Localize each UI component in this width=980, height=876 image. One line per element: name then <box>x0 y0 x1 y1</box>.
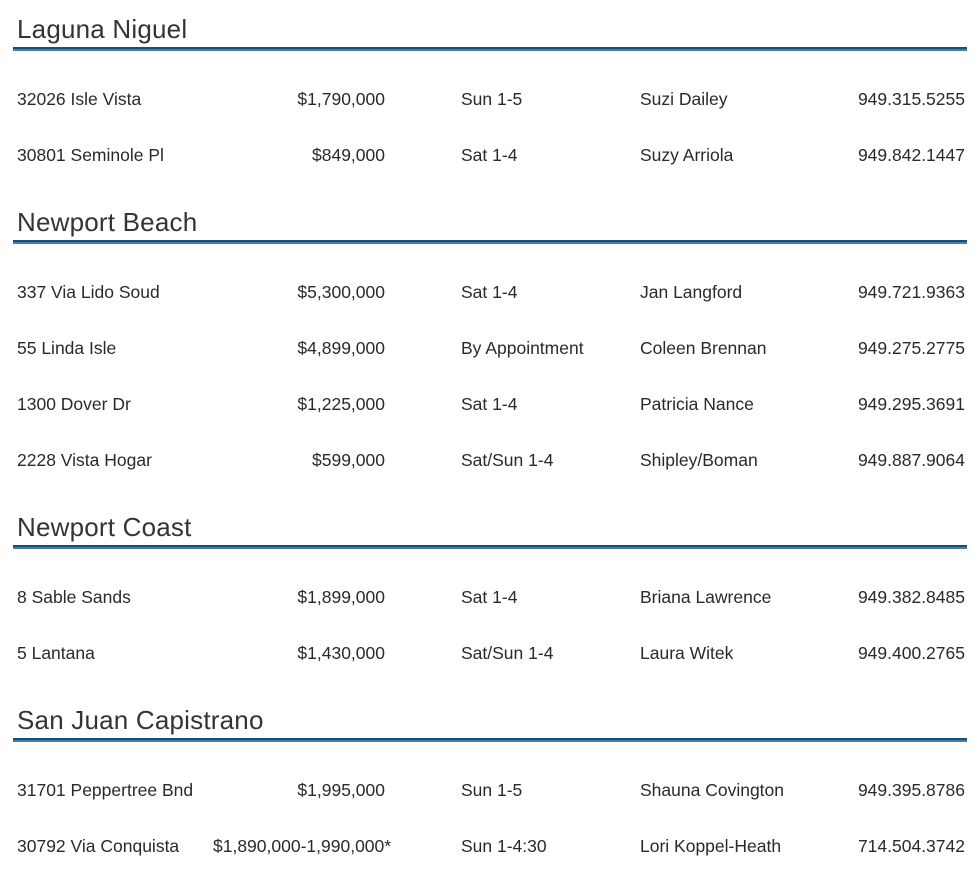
listing-time: Sat 1-4 <box>461 393 518 414</box>
listing-phone: 714.504.3742 <box>857 835 965 856</box>
listing-row <box>17 320 965 376</box>
listing-phone: 949.275.2775 <box>857 337 965 358</box>
listing-time: Sat 1-4 <box>461 281 518 302</box>
listing-phone: 949.721.9363 <box>857 281 965 302</box>
listing-address: 31701 Peppertree Bnd <box>17 779 194 800</box>
listing-rows <box>17 742 965 874</box>
city-section <box>17 14 965 183</box>
listing-price: $599,000 <box>312 449 385 470</box>
listing-price: $1,790,000 <box>297 88 385 109</box>
listing-address: 8 Sable Sands <box>17 586 131 607</box>
listing-price: $1,430,000 <box>297 642 385 663</box>
listing-agent: Laura Witek <box>640 642 734 663</box>
listing-price: $1,899,000 <box>297 586 385 607</box>
listing-price: $849,000 <box>312 144 385 165</box>
city-heading: Newport Coast <box>17 512 192 542</box>
listing-address: 337 Via Lido Soud <box>17 281 160 302</box>
listing-phone: 949.395.8786 <box>857 779 965 800</box>
listing-agent: Patricia Nance <box>640 393 754 414</box>
listing-address: 32026 Isle Vista <box>17 88 142 109</box>
listing-price: $5,300,000 <box>297 281 385 302</box>
listing-time: Sat/Sun 1-4 <box>461 449 554 470</box>
listing-time: Sun 1-4:30 <box>461 835 547 856</box>
city-heading: San Juan Capistrano <box>17 705 264 735</box>
listing-time: By Appointment <box>461 337 584 358</box>
listing-row <box>17 818 965 874</box>
listing-row <box>17 127 965 183</box>
listing-row <box>17 432 965 488</box>
city-heading: Newport Beach <box>17 207 198 237</box>
listing-row <box>17 376 965 432</box>
listing-rows <box>17 549 965 681</box>
listing-address: 2228 Vista Hogar <box>17 449 152 470</box>
listing-time: Sun 1-5 <box>461 779 523 800</box>
listing-price: $1,995,000 <box>297 779 385 800</box>
listing-agent: Lori Koppel-Heath <box>640 835 782 856</box>
listing-agent: Suzi Dailey <box>640 88 728 109</box>
listing-agent: Shauna Covington <box>640 779 784 800</box>
listing-row <box>17 569 965 625</box>
listing-phone: 949.382.8485 <box>857 586 965 607</box>
listing-agent: Briana Lawrence <box>640 586 772 607</box>
listing-agent: Shipley/Boman <box>640 449 758 470</box>
city-section <box>17 705 965 874</box>
listing-agent: Jan Langford <box>640 281 743 302</box>
listing-address: 30801 Seminole Pl <box>17 144 164 165</box>
listing-phone: 949.400.2765 <box>857 642 965 663</box>
listing-agent: Coleen Brennan <box>640 337 767 358</box>
listing-row <box>17 625 965 681</box>
listing-time: Sat/Sun 1-4 <box>461 642 554 663</box>
city-heading: Laguna Niguel <box>17 14 188 44</box>
listing-address: 55 Linda Isle <box>17 337 117 358</box>
city-section <box>17 512 965 681</box>
city-section <box>17 207 965 488</box>
listing-row <box>17 762 965 818</box>
listing-rows <box>17 51 965 183</box>
listing-time: Sun 1-5 <box>461 88 523 109</box>
listing-price: $1,890,000-1,990,000* <box>213 835 392 856</box>
listing-row <box>17 71 965 127</box>
listing-rows <box>17 244 965 488</box>
listing-phone: 949.295.3691 <box>857 393 965 414</box>
listing-price: $1,225,000 <box>297 393 385 414</box>
listing-price: $4,899,000 <box>297 337 385 358</box>
listing-address: 30792 Via Conquista <box>17 835 180 856</box>
listing-agent: Suzy Arriola <box>640 144 734 165</box>
listing-phone: 949.842.1447 <box>857 144 965 165</box>
listing-row <box>17 264 965 320</box>
listing-time: Sat 1-4 <box>461 586 518 607</box>
listing-address: 1300 Dover Dr <box>17 393 131 414</box>
listing-address: 5 Lantana <box>17 642 95 663</box>
listing-phone: 949.887.9064 <box>857 449 965 470</box>
listing-phone: 949.315.5255 <box>857 88 965 109</box>
listing-time: Sat 1-4 <box>461 144 518 165</box>
